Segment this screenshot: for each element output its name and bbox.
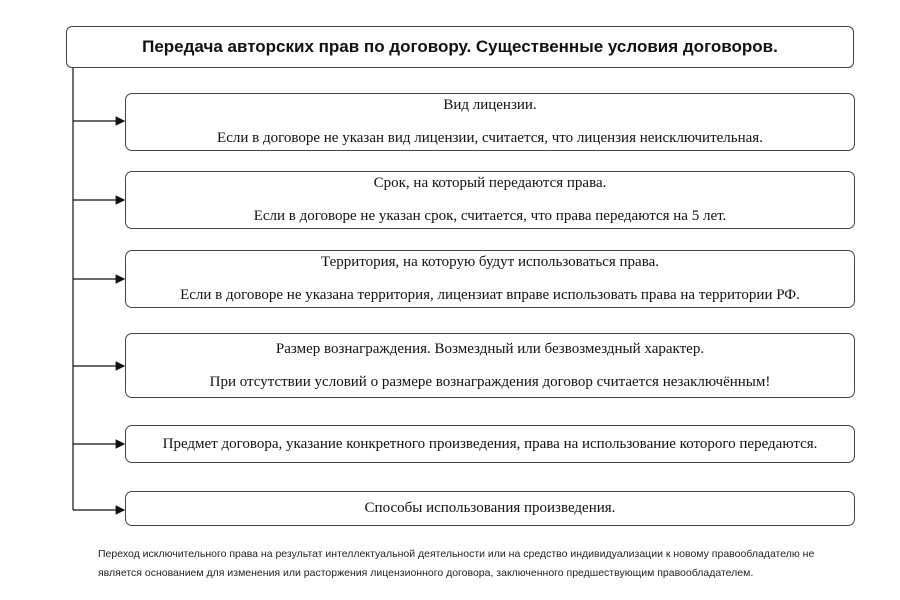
condition-heading: Способы использования произведения.: [364, 500, 616, 516]
condition-detail: Если в договоре не указан вид лицензии, считается, что лицензия неисключительная.: [217, 130, 763, 146]
condition-box-license-type: [125, 93, 855, 151]
condition-heading: Территория, на которую будут использоваться права.: [320, 254, 659, 270]
condition-box-term: [125, 171, 855, 229]
diagram-title: Передача авторских прав по договору. Существенные условия договоров.: [66, 26, 854, 68]
condition-box-territory: [125, 250, 855, 308]
condition-heading: Размер вознаграждения. Возмездный или безвозмездный характер.: [275, 340, 705, 357]
condition-detail: Если в договоре не указан срок, считается, что права передаются на 5 лет.: [253, 208, 727, 224]
condition-box-usage-methods: [125, 491, 855, 526]
condition-detail: При отсутствии условий о размере вознаграждения договор считается незаключённым!: [209, 373, 771, 390]
condition-heading: Предмет договора, указание конкретного произведения, права на использование которого передаются.: [162, 435, 818, 452]
condition-heading: Срок, на который передаются права.: [373, 175, 607, 191]
footnote: Переход исключительного права на результат интеллектуальной деятельности или на средство индивидуализации к новому правообладателю не является основанием для изменения или расторжения лицензионного договора, заключенного предшествующим правообладателем.: [98, 548, 815, 579]
condition-box-remuneration: [125, 333, 855, 398]
condition-heading: Вид лицензии.: [443, 97, 537, 113]
condition-detail: Если в договоре не указана территория, лицензиат вправе использовать права на территории РФ.: [180, 287, 800, 303]
condition-box-subject: [125, 425, 855, 463]
